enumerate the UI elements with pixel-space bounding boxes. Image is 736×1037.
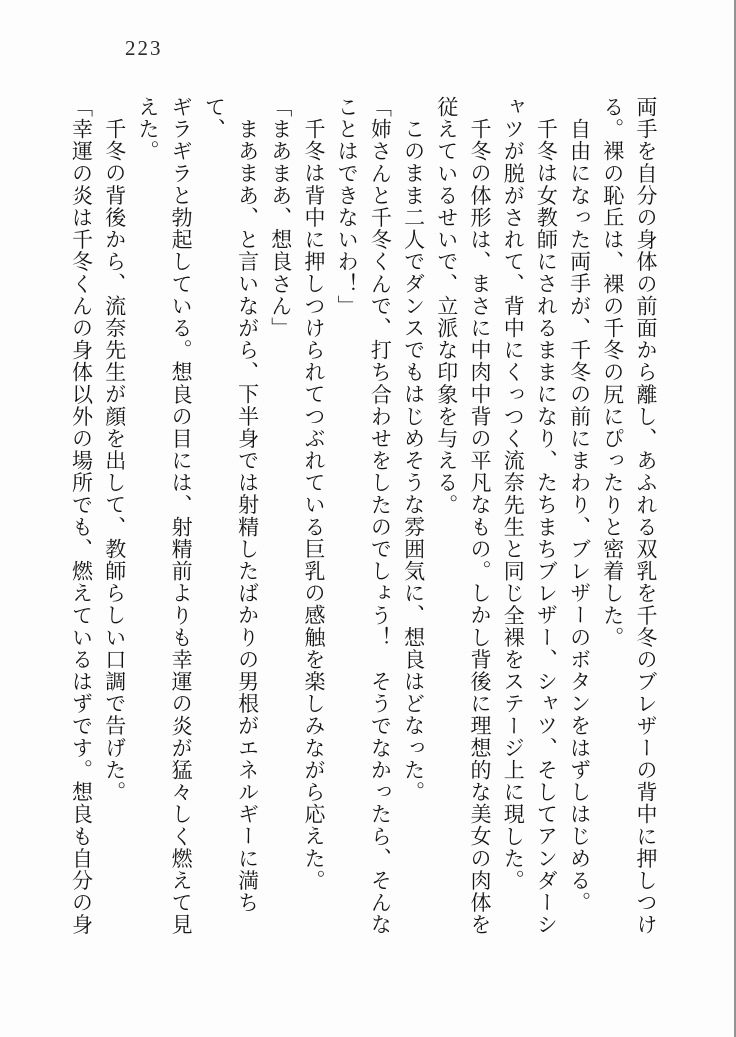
text-line: 両手を自分の身体の前面から離し、あふれる双乳を千冬のブレザーの背中に押しつけ <box>634 96 658 936</box>
text-line: 従えているせいで、立派な印象を与える。 <box>434 96 459 516</box>
text-line: る。裸の恥丘は、裸の千冬の尻にぴったりと密着した。 <box>600 96 625 649</box>
text-line: このまま二人でダンスでもはじめそうな雰囲気に、想良はどなった。 <box>401 118 426 804</box>
text-line: ことはできないわ！」 <box>335 96 360 317</box>
text-line: 「まあまあ、想良さん」 <box>268 96 293 340</box>
text-line: 自由になった両手が、千冬の前にまわり、ブレザーのボタンをはずしはじめる。 <box>567 118 592 914</box>
text-line: まあまあ、と言いながら、下半身では射精したばかりの男根がエネルギーに満ちて、 <box>202 96 260 914</box>
text-line: 「姉さんと千冬くんで、打ち合わせをしたのでしょう！ そうでなかったら、そんな <box>368 96 393 936</box>
text-line: えた。 <box>135 96 160 163</box>
text-line: ャツが脱がされて、背中にくっつく流奈先生と同じ全裸をステージ上に現した。 <box>501 96 526 892</box>
text-line: 千冬の体形は、まさに中肉中背の平凡なもの。しかし背後に理想的な美女の肉体を <box>467 118 492 936</box>
text-block <box>64 96 662 942</box>
text-line: 「幸運の炎は千冬くんの身体以外の場所でも、燃えているはずです。想良も自分の身 <box>69 96 94 936</box>
page-number: 223 <box>125 36 163 60</box>
text-line: ギラギラと勃起している。想良の目には、射精前よりも幸運の炎が猛々しく燃えて見 <box>169 96 194 936</box>
text-line: 千冬の背後から、流奈先生が顔を出して、教師らしい口調で告げた。 <box>102 118 127 804</box>
text-line: 千冬は背中に押しつけられてつぶれている巨乳の感触を楽しみながら応えた。 <box>301 118 326 892</box>
text-line: 千冬は女教師にされるままになり、たちまちブレザー、シャツ、そしてアンダーシ <box>534 118 559 936</box>
